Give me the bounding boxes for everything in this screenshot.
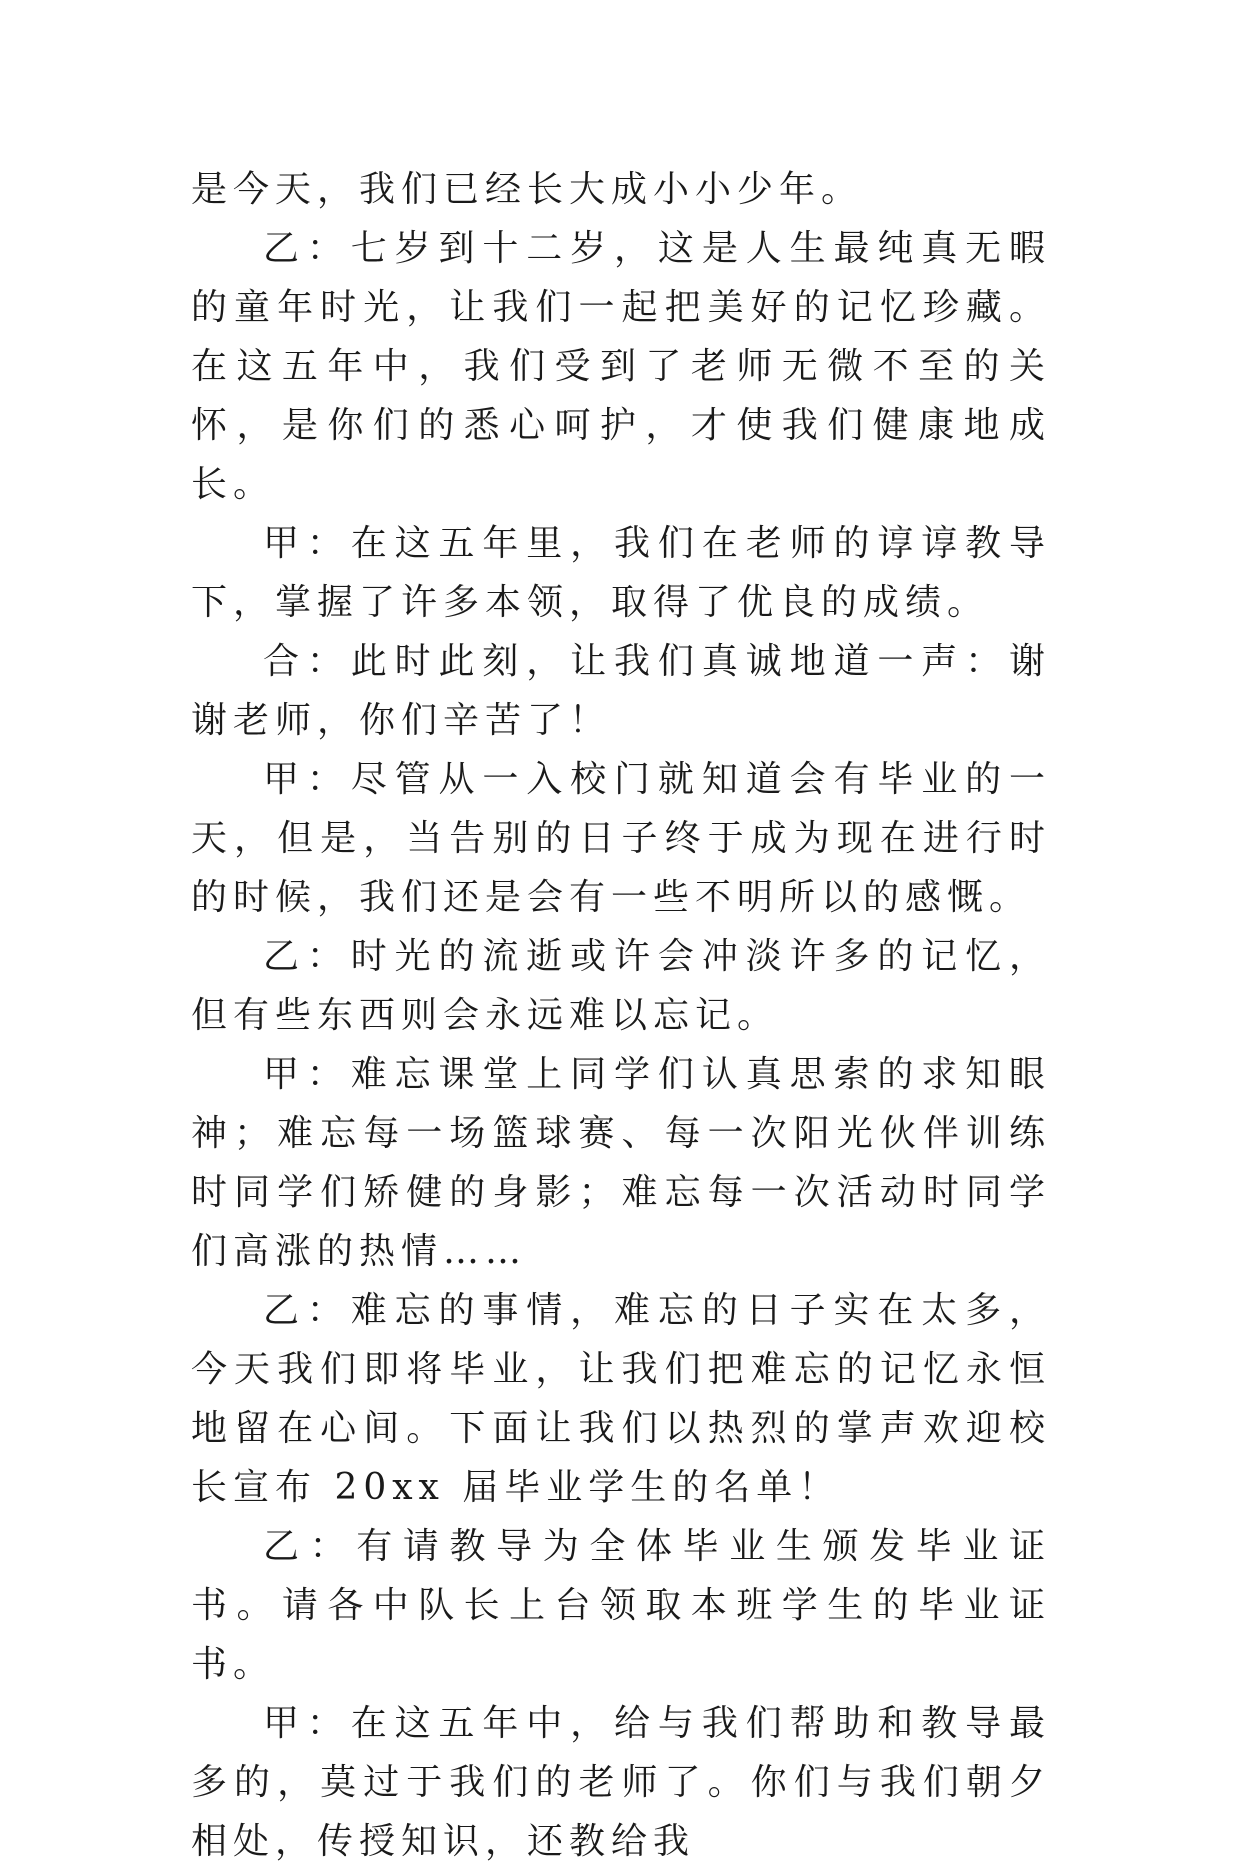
paragraph: 合：此时此刻，让我们真诚地道一声：谢谢老师，你们辛苦了！ <box>191 641 1051 741</box>
paragraph: 甲：在这五年中，给与我们帮助和教导最多的，莫过于我们的老师了。你们与我们朝夕相处，传授知识，还教给我 <box>191 1703 1051 1862</box>
paragraph: 甲：在这五年里，我们在老师的谆谆教导下，掌握了许多本领，取得了优良的成绩。 <box>191 523 1051 623</box>
paragraph: 乙：时光的流逝或许会冲淡许多的记忆，但有些东西则会永远难以忘记。 <box>191 936 1051 1036</box>
paragraph: 甲：尽管从一入校门就知道会有毕业的一天，但是，当告别的日子终于成为现在进行时的时候，我们还是会有一些不明所以的感慨。 <box>191 759 1051 918</box>
document-body <box>191 160 1051 1871</box>
paragraph: 乙：七岁到十二岁，这是人生最纯真无暇的童年时光，让我们一起把美好的记忆珍藏。在这五年中，我们受到了老师无微不至的关怀，是你们的悉心呵护，才使我们健康地成长。 <box>191 228 1051 505</box>
paragraph: 甲：难忘课堂上同学们认真思索的求知眼神；难忘每一场篮球赛、每一次阳光伙伴训练时同学们矫健的身影；难忘每一次活动时同学们高涨的热情…… <box>191 1054 1051 1272</box>
paragraph: 乙：难忘的事情，难忘的日子实在太多，今天我们即将毕业，让我们把难忘的记忆永恒地留在心间。下面让我们以热烈的掌声欢迎校长宣布 20xx 届毕业学生的名单！ <box>191 1290 1051 1508</box>
paragraph-continued: 是今天，我们已经长大成小小少年。 <box>191 169 864 210</box>
paragraph: 乙：有请教导为全体毕业生颁发毕业证书。请各中队长上台领取本班学生的毕业证书。 <box>191 1526 1051 1685</box>
